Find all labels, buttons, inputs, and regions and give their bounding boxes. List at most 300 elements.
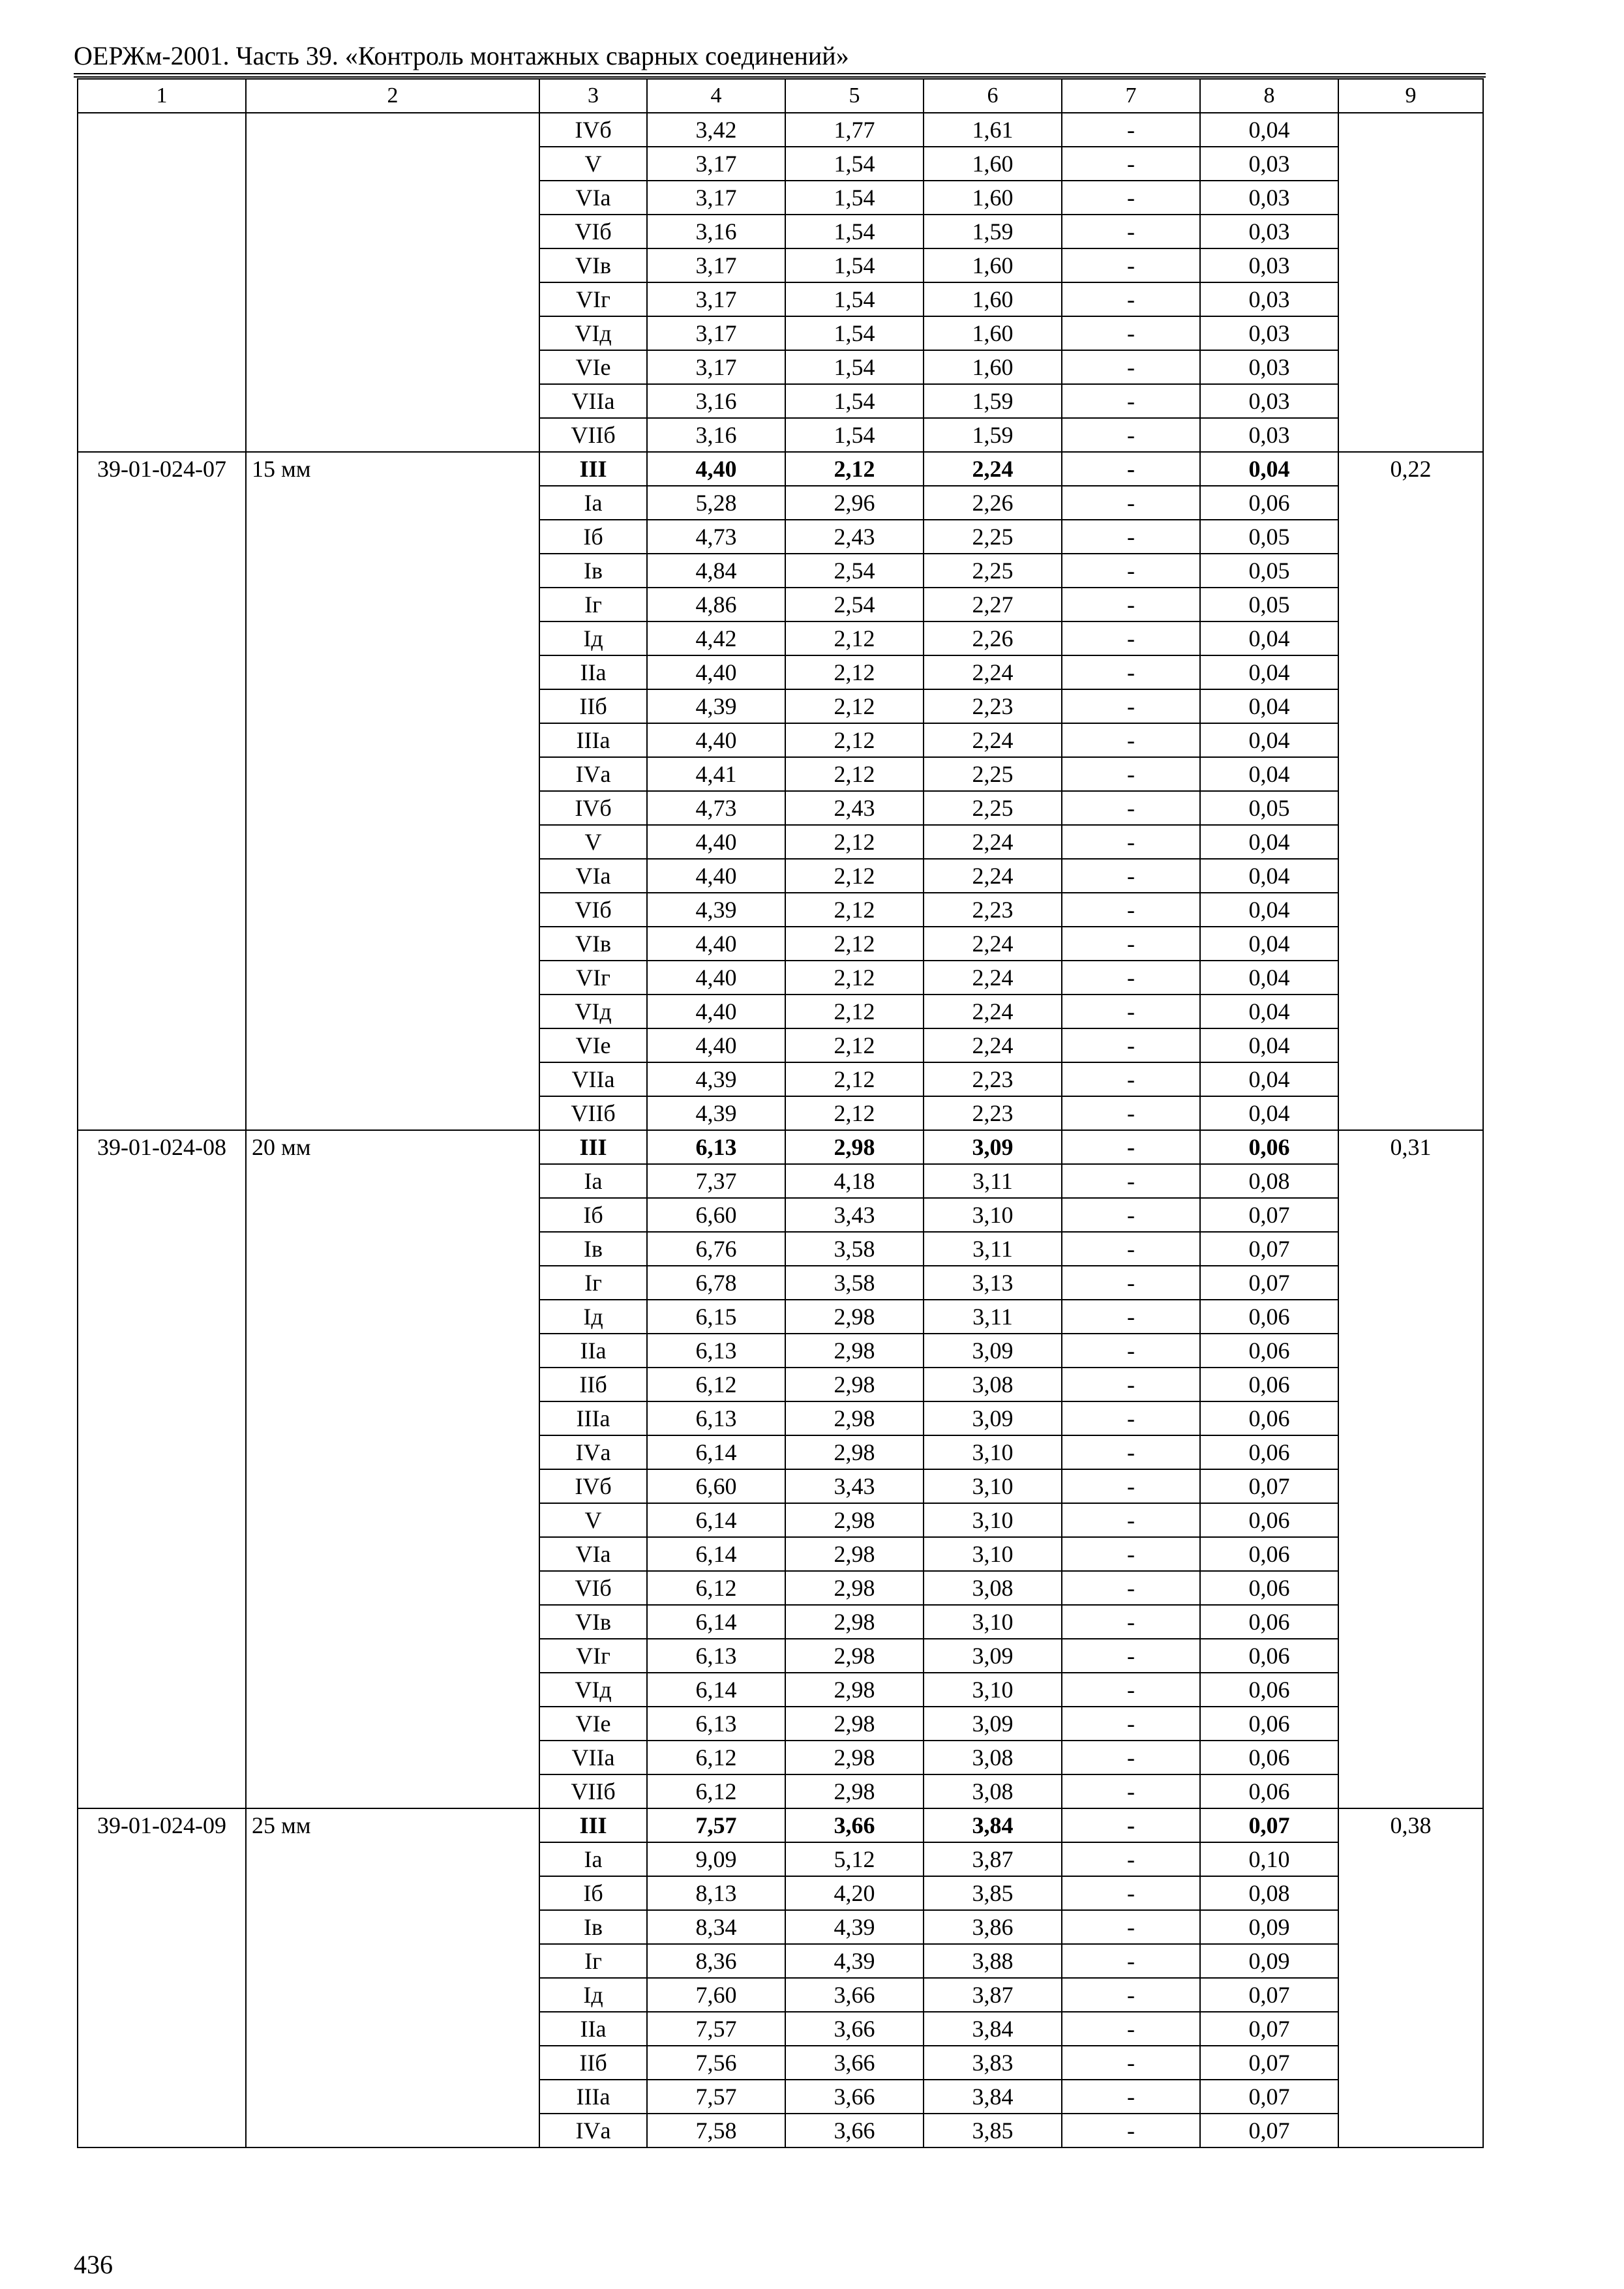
total-value: 0,38	[1338, 1808, 1483, 2147]
value-col-6: 2,23	[924, 893, 1062, 927]
zone-cell: VIв	[539, 927, 647, 961]
value-col-7: -	[1062, 621, 1200, 655]
value-col-4: 7,37	[647, 1164, 785, 1198]
value-col-4: 7,60	[647, 1978, 785, 2012]
value-col-4: 4,39	[647, 1096, 785, 1130]
value-col-8: 0,07	[1200, 1808, 1338, 1842]
value-col-5: 2,12	[785, 927, 924, 961]
value-col-5: 2,12	[785, 825, 924, 859]
value-col-5: 2,54	[785, 554, 924, 588]
value-col-4: 4,40	[647, 961, 785, 995]
zone-cell: IVб	[539, 791, 647, 825]
value-col-7: -	[1062, 452, 1200, 486]
header-rule	[74, 73, 1486, 74]
zone-cell: Iв	[539, 1910, 647, 1944]
zone-cell: IIб	[539, 1368, 647, 1401]
value-col-7: -	[1062, 723, 1200, 757]
value-col-6: 1,60	[924, 316, 1062, 350]
value-col-5: 2,98	[785, 1741, 924, 1774]
value-col-6: 1,59	[924, 384, 1062, 418]
value-col-4: 3,16	[647, 215, 785, 248]
value-col-7: -	[1062, 1774, 1200, 1808]
value-col-6: 2,24	[924, 723, 1062, 757]
value-col-4: 6,13	[647, 1130, 785, 1164]
value-col-7: -	[1062, 1435, 1200, 1469]
value-col-6: 3,10	[924, 1537, 1062, 1571]
value-col-8: 0,06	[1200, 486, 1338, 520]
value-col-4: 6,13	[647, 1707, 785, 1741]
value-col-5: 2,12	[785, 961, 924, 995]
value-col-7: -	[1062, 689, 1200, 723]
zone-cell: VIг	[539, 1639, 647, 1673]
value-col-6: 3,11	[924, 1164, 1062, 1198]
table-row	[78, 113, 1483, 147]
zone-cell: VIа	[539, 859, 647, 893]
value-col-6: 3,08	[924, 1571, 1062, 1605]
value-col-5: 1,54	[785, 181, 924, 215]
value-col-4: 3,17	[647, 248, 785, 282]
value-col-7: -	[1062, 1673, 1200, 1707]
value-col-6: 2,25	[924, 520, 1062, 554]
value-col-8: 0,06	[1200, 1571, 1338, 1605]
value-col-5: 1,54	[785, 350, 924, 384]
value-col-8: 0,04	[1200, 655, 1338, 689]
column-number: 7	[1062, 79, 1200, 113]
value-col-8: 0,06	[1200, 1673, 1338, 1707]
value-col-5: 2,12	[785, 757, 924, 791]
value-col-8: 0,04	[1200, 961, 1338, 995]
value-col-5: 2,12	[785, 723, 924, 757]
value-col-7: -	[1062, 1978, 1200, 2012]
zone-cell: Iб	[539, 1198, 647, 1232]
total-value	[1338, 113, 1483, 452]
value-col-8: 0,03	[1200, 316, 1338, 350]
zone-cell: IIа	[539, 2012, 647, 2046]
value-col-6: 1,60	[924, 282, 1062, 316]
rate-code: 39-01-024-07	[78, 452, 246, 1130]
value-col-5: 2,12	[785, 995, 924, 1028]
value-col-8: 0,04	[1200, 1096, 1338, 1130]
value-col-7: -	[1062, 384, 1200, 418]
value-col-6: 2,24	[924, 995, 1062, 1028]
value-col-8: 0,04	[1200, 859, 1338, 893]
column-number: 6	[924, 79, 1062, 113]
value-col-4: 7,56	[647, 2046, 785, 2080]
value-col-7: -	[1062, 350, 1200, 384]
value-col-6: 3,08	[924, 1774, 1062, 1808]
value-col-5: 2,12	[785, 1096, 924, 1130]
value-col-8: 0,04	[1200, 893, 1338, 927]
value-col-7: -	[1062, 316, 1200, 350]
value-col-6: 3,83	[924, 2046, 1062, 2080]
value-col-6: 3,84	[924, 2080, 1062, 2114]
value-col-5: 2,12	[785, 621, 924, 655]
value-col-5: 1,54	[785, 316, 924, 350]
value-col-8: 0,04	[1200, 723, 1338, 757]
zone-cell: VIе	[539, 1028, 647, 1062]
value-col-8: 0,03	[1200, 147, 1338, 181]
value-col-5: 2,98	[785, 1537, 924, 1571]
zone-cell: VIIа	[539, 1741, 647, 1774]
value-col-7: -	[1062, 1944, 1200, 1978]
value-col-8: 0,07	[1200, 1469, 1338, 1503]
total-value: 0,22	[1338, 452, 1483, 1130]
zone-cell: IVа	[539, 1435, 647, 1469]
zone-cell: VIб	[539, 893, 647, 927]
value-col-4: 3,16	[647, 418, 785, 452]
rate-code	[78, 113, 246, 452]
value-col-6: 3,87	[924, 1842, 1062, 1876]
value-col-7: -	[1062, 655, 1200, 689]
page-header: ОЕРЖм-2001. Часть 39. «Контроль монтажных сварных соединений»	[74, 41, 849, 70]
value-col-4: 6,60	[647, 1469, 785, 1503]
zone-cell: VIе	[539, 1707, 647, 1741]
value-col-8: 0,07	[1200, 1232, 1338, 1266]
value-col-8: 0,06	[1200, 1130, 1338, 1164]
value-col-8: 0,09	[1200, 1944, 1338, 1978]
zone-cell: Iв	[539, 554, 647, 588]
value-col-7: -	[1062, 1028, 1200, 1062]
value-col-4: 8,36	[647, 1944, 785, 1978]
zone-cell: VIв	[539, 1605, 647, 1639]
value-col-7: -	[1062, 181, 1200, 215]
value-col-4: 7,57	[647, 2080, 785, 2114]
value-col-6: 1,60	[924, 147, 1062, 181]
value-col-4: 3,17	[647, 350, 785, 384]
column-number-row	[78, 79, 1483, 113]
value-col-8: 0,06	[1200, 1334, 1338, 1368]
value-col-7: -	[1062, 859, 1200, 893]
zone-cell: Iд	[539, 1978, 647, 2012]
value-col-6: 3,85	[924, 2114, 1062, 2147]
value-col-8: 0,03	[1200, 418, 1338, 452]
zone-cell: III	[539, 452, 647, 486]
column-number: 1	[78, 79, 246, 113]
value-col-7: -	[1062, 1130, 1200, 1164]
value-col-7: -	[1062, 2046, 1200, 2080]
value-col-4: 4,40	[647, 1028, 785, 1062]
zone-cell: V	[539, 1503, 647, 1537]
value-col-5: 3,66	[785, 2012, 924, 2046]
value-col-8: 0,05	[1200, 554, 1338, 588]
value-col-5: 2,12	[785, 452, 924, 486]
rate-code: 39-01-024-08	[78, 1130, 246, 1808]
value-col-8: 0,09	[1200, 1910, 1338, 1944]
zone-cell: VIб	[539, 1571, 647, 1605]
value-col-8: 0,03	[1200, 181, 1338, 215]
value-col-4: 5,28	[647, 486, 785, 520]
value-col-4: 7,57	[647, 1808, 785, 1842]
value-col-5: 2,98	[785, 1435, 924, 1469]
value-col-4: 3,16	[647, 384, 785, 418]
zone-cell: VIв	[539, 248, 647, 282]
zone-cell: Iг	[539, 1944, 647, 1978]
value-col-4: 6,15	[647, 1300, 785, 1334]
value-col-7: -	[1062, 1605, 1200, 1639]
value-col-4: 4,39	[647, 893, 785, 927]
page-number: 436	[74, 2250, 113, 2279]
zone-cell: IVа	[539, 757, 647, 791]
value-col-6: 3,13	[924, 1266, 1062, 1300]
zone-cell: Iа	[539, 1842, 647, 1876]
value-col-8: 0,04	[1200, 113, 1338, 147]
zone-cell: Iд	[539, 1300, 647, 1334]
header-rule	[74, 76, 1486, 78]
value-col-4: 4,84	[647, 554, 785, 588]
zone-cell: V	[539, 147, 647, 181]
value-col-8: 0,04	[1200, 452, 1338, 486]
value-col-5: 4,20	[785, 1876, 924, 1910]
value-col-5: 2,98	[785, 1605, 924, 1639]
zone-cell: IVб	[539, 1469, 647, 1503]
value-col-6: 2,24	[924, 961, 1062, 995]
value-col-6: 3,08	[924, 1368, 1062, 1401]
value-col-8: 0,06	[1200, 1605, 1338, 1639]
value-col-8: 0,05	[1200, 791, 1338, 825]
table-row	[78, 452, 1483, 486]
value-col-7: -	[1062, 1571, 1200, 1605]
value-col-6: 3,10	[924, 1673, 1062, 1707]
zone-cell: VIб	[539, 215, 647, 248]
value-col-6: 3,09	[924, 1130, 1062, 1164]
value-col-5: 2,12	[785, 689, 924, 723]
value-col-7: -	[1062, 1503, 1200, 1537]
value-col-6: 3,10	[924, 1605, 1062, 1639]
value-col-8: 0,05	[1200, 520, 1338, 554]
zone-cell: IIIа	[539, 1401, 647, 1435]
value-col-8: 0,07	[1200, 2012, 1338, 2046]
value-col-6: 1,60	[924, 181, 1062, 215]
diameter	[246, 113, 539, 452]
value-col-8: 0,04	[1200, 927, 1338, 961]
value-col-8: 0,03	[1200, 215, 1338, 248]
value-col-6: 3,10	[924, 1503, 1062, 1537]
zone-cell: VIIа	[539, 1062, 647, 1096]
diameter: 20 мм	[246, 1130, 539, 1808]
zone-cell: VIа	[539, 1537, 647, 1571]
value-col-5: 4,18	[785, 1164, 924, 1198]
column-number: 4	[647, 79, 785, 113]
value-col-5: 1,54	[785, 384, 924, 418]
value-col-7: -	[1062, 486, 1200, 520]
value-col-4: 6,14	[647, 1605, 785, 1639]
value-col-6: 2,24	[924, 825, 1062, 859]
value-col-5: 2,12	[785, 655, 924, 689]
value-col-8: 0,04	[1200, 825, 1338, 859]
value-col-5: 2,54	[785, 588, 924, 621]
zone-cell: IIа	[539, 1334, 647, 1368]
value-col-8: 0,04	[1200, 689, 1338, 723]
column-number: 5	[785, 79, 924, 113]
value-col-5: 4,39	[785, 1944, 924, 1978]
value-col-8: 0,05	[1200, 588, 1338, 621]
value-col-6: 3,09	[924, 1401, 1062, 1435]
value-col-8: 0,07	[1200, 1198, 1338, 1232]
value-col-8: 0,08	[1200, 1876, 1338, 1910]
value-col-8: 0,04	[1200, 757, 1338, 791]
value-col-4: 6,13	[647, 1639, 785, 1673]
zone-cell: Iв	[539, 1232, 647, 1266]
value-col-5: 2,98	[785, 1503, 924, 1537]
value-col-7: -	[1062, 1741, 1200, 1774]
value-col-5: 1,54	[785, 418, 924, 452]
value-col-4: 4,40	[647, 859, 785, 893]
value-col-6: 2,24	[924, 655, 1062, 689]
value-col-5: 3,66	[785, 2114, 924, 2147]
diameter: 15 мм	[246, 452, 539, 1130]
value-col-6: 2,23	[924, 689, 1062, 723]
value-col-5: 2,98	[785, 1334, 924, 1368]
zone-cell: Iа	[539, 486, 647, 520]
value-col-4: 4,40	[647, 723, 785, 757]
value-col-7: -	[1062, 995, 1200, 1028]
value-col-7: -	[1062, 1300, 1200, 1334]
zone-cell: Iб	[539, 1876, 647, 1910]
value-col-8: 0,06	[1200, 1300, 1338, 1334]
value-col-7: -	[1062, 1910, 1200, 1944]
value-col-8: 0,03	[1200, 248, 1338, 282]
value-col-7: -	[1062, 1096, 1200, 1130]
value-col-7: -	[1062, 791, 1200, 825]
value-col-8: 0,08	[1200, 1164, 1338, 1198]
value-col-5: 5,12	[785, 1842, 924, 1876]
value-col-6: 3,86	[924, 1910, 1062, 1944]
value-col-5: 1,54	[785, 248, 924, 282]
value-col-5: 2,98	[785, 1571, 924, 1605]
value-col-6: 2,26	[924, 621, 1062, 655]
column-number: 2	[246, 79, 539, 113]
value-col-7: -	[1062, 2012, 1200, 2046]
table-row	[78, 1808, 1483, 1842]
rates-table	[77, 78, 1484, 2148]
value-col-5: 2,98	[785, 1707, 924, 1741]
value-col-8: 0,06	[1200, 1741, 1338, 1774]
value-col-5: 2,43	[785, 791, 924, 825]
column-number: 9	[1338, 79, 1483, 113]
value-col-8: 0,06	[1200, 1774, 1338, 1808]
value-col-5: 2,12	[785, 1028, 924, 1062]
value-col-8: 0,06	[1200, 1639, 1338, 1673]
zone-cell: VIг	[539, 282, 647, 316]
value-col-4: 4,42	[647, 621, 785, 655]
value-col-4: 6,14	[647, 1537, 785, 1571]
value-col-8: 0,06	[1200, 1537, 1338, 1571]
value-col-8: 0,03	[1200, 384, 1338, 418]
value-col-7: -	[1062, 554, 1200, 588]
value-col-6: 1,60	[924, 248, 1062, 282]
value-col-7: -	[1062, 1198, 1200, 1232]
value-col-5: 1,54	[785, 215, 924, 248]
value-col-7: -	[1062, 1537, 1200, 1571]
value-col-6: 3,85	[924, 1876, 1062, 1910]
value-col-4: 6,14	[647, 1503, 785, 1537]
value-col-8: 0,07	[1200, 2046, 1338, 2080]
value-col-4: 8,34	[647, 1910, 785, 1944]
value-col-7: -	[1062, 248, 1200, 282]
value-col-8: 0,04	[1200, 995, 1338, 1028]
value-col-6: 1,61	[924, 113, 1062, 147]
value-col-4: 4,39	[647, 1062, 785, 1096]
value-col-5: 2,98	[785, 1673, 924, 1707]
value-col-7: -	[1062, 893, 1200, 927]
value-col-6: 1,59	[924, 418, 1062, 452]
table-row	[78, 1130, 1483, 1164]
value-col-8: 0,06	[1200, 1368, 1338, 1401]
value-col-6: 3,84	[924, 1808, 1062, 1842]
value-col-6: 2,25	[924, 554, 1062, 588]
zone-cell: VIд	[539, 1673, 647, 1707]
zone-cell: IIа	[539, 655, 647, 689]
value-col-4: 6,13	[647, 1401, 785, 1435]
value-col-6: 2,25	[924, 791, 1062, 825]
value-col-7: -	[1062, 1469, 1200, 1503]
value-col-7: -	[1062, 215, 1200, 248]
value-col-4: 3,17	[647, 147, 785, 181]
value-col-8: 0,07	[1200, 1266, 1338, 1300]
value-col-5: 2,98	[785, 1774, 924, 1808]
value-col-8: 0,04	[1200, 1028, 1338, 1062]
value-col-5: 3,58	[785, 1266, 924, 1300]
diameter: 25 мм	[246, 1808, 539, 2147]
value-col-4: 4,40	[647, 995, 785, 1028]
value-col-7: -	[1062, 1639, 1200, 1673]
value-col-4: 4,40	[647, 927, 785, 961]
value-col-7: -	[1062, 1164, 1200, 1198]
value-col-5: 3,43	[785, 1198, 924, 1232]
value-col-5: 2,98	[785, 1368, 924, 1401]
value-col-4: 4,73	[647, 520, 785, 554]
value-col-8: 0,06	[1200, 1435, 1338, 1469]
value-col-7: -	[1062, 1808, 1200, 1842]
value-col-4: 3,42	[647, 113, 785, 147]
value-col-7: -	[1062, 1368, 1200, 1401]
zone-cell: VIIа	[539, 384, 647, 418]
value-col-4: 6,76	[647, 1232, 785, 1266]
value-col-5: 3,58	[785, 1232, 924, 1266]
column-number: 8	[1200, 79, 1338, 113]
value-col-5: 1,77	[785, 113, 924, 147]
value-col-5: 3,43	[785, 1469, 924, 1503]
value-col-6: 2,24	[924, 927, 1062, 961]
value-col-4: 6,78	[647, 1266, 785, 1300]
value-col-7: -	[1062, 757, 1200, 791]
value-col-6: 3,87	[924, 1978, 1062, 2012]
value-col-7: -	[1062, 1334, 1200, 1368]
value-col-6: 2,27	[924, 588, 1062, 621]
value-col-7: -	[1062, 113, 1200, 147]
value-col-6: 2,24	[924, 1028, 1062, 1062]
table-body	[78, 113, 1483, 2147]
value-col-6: 3,09	[924, 1334, 1062, 1368]
value-col-6: 3,08	[924, 1741, 1062, 1774]
value-col-4: 3,17	[647, 316, 785, 350]
value-col-4: 4,86	[647, 588, 785, 621]
value-col-6: 3,84	[924, 2012, 1062, 2046]
value-col-5: 2,12	[785, 1062, 924, 1096]
value-col-4: 6,60	[647, 1198, 785, 1232]
value-col-6: 3,11	[924, 1300, 1062, 1334]
value-col-5: 2,98	[785, 1130, 924, 1164]
value-col-4: 4,40	[647, 452, 785, 486]
value-col-7: -	[1062, 1842, 1200, 1876]
zone-cell: VIIб	[539, 1774, 647, 1808]
zone-cell: IVа	[539, 2114, 647, 2147]
value-col-6: 3,10	[924, 1435, 1062, 1469]
value-col-8: 0,03	[1200, 350, 1338, 384]
value-col-4: 8,13	[647, 1876, 785, 1910]
value-col-8: 0,06	[1200, 1707, 1338, 1741]
value-col-7: -	[1062, 282, 1200, 316]
